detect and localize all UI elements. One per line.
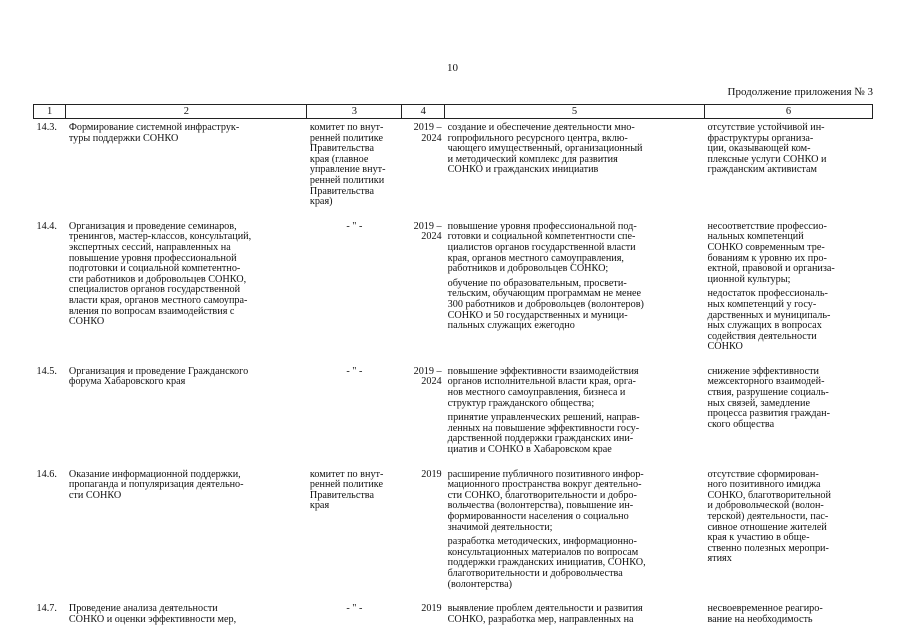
consequence-of-non-implementation — [704, 218, 872, 363]
result-paragraph: разработка методических, информационно- консультационных материалов по вопросам поддержки гражданских инициатив, СОНКО, благотворительности и добровольчества (волонтерства) — [447, 536, 646, 590]
event-name: Организация и проведение Гражданского форума Хабаровского края — [68, 365, 249, 388]
expected-result — [445, 600, 705, 635]
table-row — [34, 363, 873, 466]
row-number: 14.5. — [36, 365, 57, 377]
executor: комитет по внут- ренней политике Правительства края — [309, 468, 384, 512]
table-row — [34, 218, 873, 363]
expected-result — [445, 466, 705, 601]
consequence-of-non-implementation — [704, 600, 872, 635]
event-name: Организация и проведение семинаров, тренингов, мастер-классов, консультаций, экспертных сессий, направленных на повышение уровня профессиональной подготовки и социальной компетентно- сти работников и добровольцев СОНКО, специалистов органов государственной власти края, органов местного самоупра- вления по вопросам взаимодействия с СОНКО — [68, 220, 252, 328]
consequence-paragraph: отсутствие сформирован- ного позитивного имиджа СОНКО, благотворительной и добровольческой (волон- терской) деятельности, пас- сивное отношение жителей края к участию в обще- ственно полезных меропри- ятиях — [707, 468, 831, 565]
period: 2019 — [421, 603, 442, 615]
consequence-paragraph: несвоевременное реагиро- вание на необходимость — [707, 603, 823, 625]
consequence-paragraph: снижение эффективности межсекторного взаимодей- ствия, разрушение социаль- ных связей, замедление процесса развития граждан- ского общества — [707, 365, 830, 430]
period: 2019 — [421, 468, 442, 480]
expected-result — [445, 363, 705, 466]
event-name: Формирование системной инфраструк- туры поддержки СОНКО — [68, 122, 240, 144]
row-number: 14.3. — [36, 122, 57, 133]
consequence-paragraph: несоответствие профессио- нальных компетенций СОНКО современным тре- бованиям к уровню их про- ектной, правовой и организа- ционной культуры; — [707, 220, 835, 285]
result-paragraph: принятие управленческих решений, направ- ленных на повышение эффективности госу- дарственной поддержки гражданских ини- циатив и СОНКО в Хабаровском крае — [447, 412, 640, 456]
period: 2019 – 2024 — [413, 365, 442, 388]
expected-result — [445, 218, 705, 363]
row-number: 14.6. — [36, 468, 57, 480]
table-row — [34, 466, 873, 601]
table-body — [34, 119, 873, 636]
measures-table — [33, 104, 873, 635]
consequence-of-non-implementation — [704, 119, 872, 218]
consequence-paragraph: отсутствие устойчивой ин- фраструктуры организа- ции, оказывающей ком- плексные услуги СОНКО и гражданским активистам — [707, 122, 827, 176]
header-col-1: 1 — [34, 105, 66, 119]
result-paragraph: повышение уровня профессиональной под- готовки и социальной компетентности спе- циалистов органов государственной власти края, органов местного самоуправления, работников и добровольцев СОНКО; — [447, 220, 637, 275]
executor: - " - — [346, 220, 363, 232]
result-paragraph: повышение эффективности взаимодействия органов исполнительной власти края, орга- нов местного самоуправления, бизнеса и структур гражданского общества; — [447, 365, 639, 409]
period: 2019 – 2024 — [413, 220, 442, 243]
row-number: 14.4. — [36, 220, 57, 232]
header-col-3: 3 — [307, 105, 402, 119]
consequence-of-non-implementation — [704, 363, 872, 466]
row-number: 14.7. — [36, 603, 57, 615]
result-paragraph: выявление проблем деятельности и развития СОНКО, разработка мер, направленных на — [447, 603, 643, 625]
table-row — [34, 600, 873, 635]
consequence-of-non-implementation — [704, 466, 872, 601]
result-paragraph: расширение публичного позитивного инфор- мационного пространства вокруг деятельно- сти СОНКО, благотворительности и добро- вольчества (волонтерства), повышение ин- формированности населения о социально значимой деятельности; — [447, 468, 644, 533]
result-paragraph: обучение по образовательным, просвети- тельским, обучающим программам не менее 300 работников и добровольцев (волонтеров) СОНКО и 50 государственных и муници- пальных служащих ежегодно — [447, 277, 644, 332]
header-col-6: 6 — [704, 105, 872, 119]
expected-result — [445, 119, 705, 218]
appendix-continuation-note: Продолжение приложения № 3 — [727, 86, 873, 98]
header-col-5: 5 — [445, 105, 705, 119]
event-name: Проведение анализа деятельности СОНКО и оценки эффективности мер, — [68, 603, 237, 625]
result-paragraph: создание и обеспечение деятельности мно- гопрофильного ресурсного центра, вклю- чающего имущественный, организационный и методический комплекс для развития СОНКО и гражданских инициатив — [447, 122, 643, 176]
header-col-4: 4 — [402, 105, 445, 119]
consequence-paragraph: недостаток профессиональ- ных компетенций у госу- дарственных и муниципаль- ных служащих в вопросах содействия деятельности СОНКО — [707, 288, 831, 353]
executor: - " - — [346, 603, 363, 615]
executor: - " - — [346, 365, 363, 377]
page-number: 10 — [447, 62, 458, 74]
period: 2019 – 2024 — [413, 122, 442, 144]
table-row — [34, 119, 873, 218]
header-col-2: 2 — [66, 105, 307, 119]
event-name: Оказание информационной поддержки, пропаганда и популяризация деятельно- сти СОНКО — [68, 468, 244, 501]
table-header-row — [34, 105, 873, 119]
executor: комитет по внут- ренней политике Правительства края (главное управление внут- ренней политики Правительства края) — [309, 122, 386, 208]
